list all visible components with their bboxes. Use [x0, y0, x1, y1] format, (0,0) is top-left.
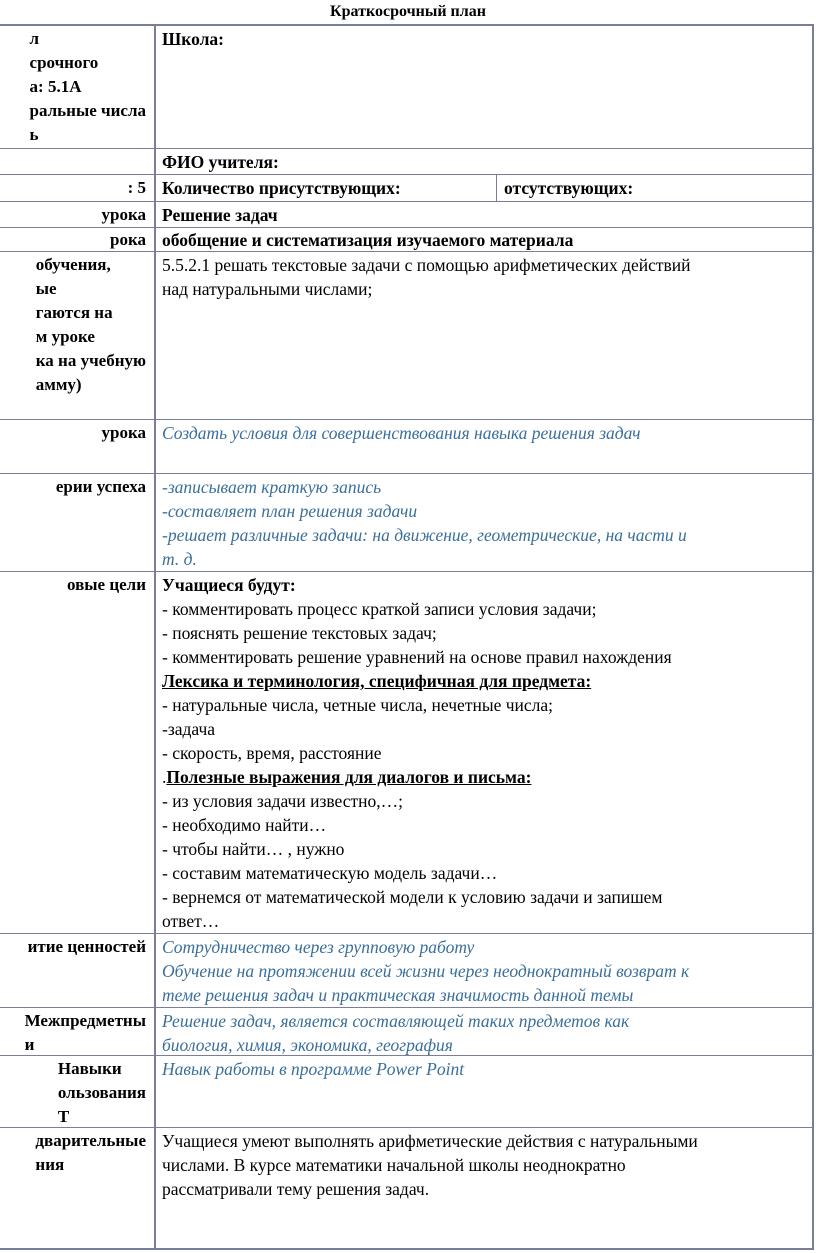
phrases-prefix: . [162, 767, 167, 787]
values-line: Сотрудничество через групповую работу [162, 937, 475, 957]
row-lesson-type [0, 227, 812, 251]
page-title: Краткосрочный план [330, 3, 486, 20]
phrases-heading: Полезные выражения для диалогов и письма: [166, 767, 532, 787]
row-label-line: а: 5.1А [29, 77, 82, 96]
school-cell [154, 26, 812, 148]
row-label-line: Межпредметны [24, 1011, 146, 1030]
row-label-line: обучения, [35, 255, 111, 274]
topic-cell [154, 202, 812, 227]
row-label-line: срочного [29, 53, 99, 72]
row-label-line: урока [101, 423, 146, 442]
phrase-line: - из условия задачи известно,…; [162, 791, 404, 811]
row-section-school [0, 26, 812, 148]
prior-knowledge-line: Учащиеся умеют выполнять арифметические действия с натуральными [162, 1131, 698, 1151]
row-label-line: Навыки [57, 1059, 122, 1078]
criteria-line: т. д. [162, 549, 197, 569]
cell-divider [496, 175, 497, 201]
criteria-line: -записывает краткую запись [162, 477, 382, 497]
row-label-cell [0, 1008, 154, 1055]
row-label-cell [0, 420, 154, 473]
row-label-cell [0, 228, 154, 251]
objective-line: 5.5.2.1 решать текстовые задачи с помощью арифметических действий [162, 255, 691, 275]
ict-cell [154, 1056, 812, 1127]
row-label-line: ния [35, 1155, 65, 1174]
row-label-line: ка на учебную [35, 351, 146, 370]
row-label-line: дварительные [35, 1131, 146, 1150]
row-label-cell [0, 572, 154, 933]
prior-knowledge-cell [154, 1128, 812, 1248]
criteria-line: -решает различные задачи: на движение, геометрические, на части и [162, 525, 687, 545]
row-label-line: ральные числа [29, 101, 146, 120]
row-learning-objectives [0, 251, 812, 419]
row-label-line: ь [29, 125, 39, 144]
goal-cell [154, 420, 812, 473]
row-label-line: овые цели [67, 575, 146, 594]
values-line: Обучение на протяжении всей жизни через неоднократный возврат к [162, 961, 690, 981]
ict-value: Навык работы в программе Power Point [162, 1059, 465, 1079]
present-label: Количество присутствующих: [162, 178, 401, 198]
phrases-heading-line [162, 765, 806, 789]
row-label-line: амму) [35, 375, 82, 394]
row-label-cell [0, 1056, 154, 1127]
row-language-objectives [0, 571, 812, 933]
row-cross-curricular [0, 1007, 812, 1055]
row-prior-knowledge [0, 1127, 812, 1248]
lesson-plan-table [0, 24, 814, 1250]
phrase-line: ответ… [162, 911, 220, 931]
row-label-line: урока [101, 205, 146, 224]
students-heading: Учащиеся будут: [162, 575, 296, 595]
row-label-line: итие ценностей [27, 937, 146, 956]
students-line: - комментировать процесс краткой записи условия задачи; [162, 599, 597, 619]
row-label-cell [0, 252, 154, 419]
topic-value: Решение задач [162, 205, 278, 225]
values-line: теме решения задач и практическая значимость данной темы [162, 985, 634, 1005]
row-values [0, 933, 812, 1007]
row-class-attendance [0, 174, 812, 201]
row-label-line: и [24, 1035, 35, 1054]
cross-curricular-line: биология, химия, экономика, география [162, 1035, 453, 1055]
absent-label: отсутствующих: [504, 178, 634, 198]
cross-curricular-line: Решение задач, является составляющей таких предметов как [162, 1011, 630, 1031]
row-label-line: л [29, 29, 40, 48]
prior-knowledge-line: числами. В курсе математики начальной школы неоднократно [162, 1155, 626, 1175]
lesson-type-cell [154, 228, 812, 251]
teacher-cell [154, 149, 812, 174]
phrase-line: - вернемся от математической модели к условию задачи и запишем [162, 887, 663, 907]
school-label: Школа: [162, 29, 224, 49]
vocabulary-heading: Лексика и терминология, специфичная для предмета: [162, 671, 592, 691]
row-label-cell [0, 175, 154, 201]
students-line: - комментировать решение уравнений на основе правил нахождения [162, 647, 672, 667]
row-ict-skills [0, 1055, 812, 1127]
language-cell [154, 572, 812, 933]
phrase-line: - чтобы найти… , нужно [162, 839, 345, 859]
teacher-label: ФИО учителя: [162, 152, 279, 172]
phrase-line: - составим математическую модель задачи… [162, 863, 498, 883]
criteria-line: -составляет план решения задачи [162, 501, 418, 521]
lesson-type-value: обобщение и систематизация изучаемого материала [162, 230, 574, 250]
row-label-cell [0, 934, 154, 1007]
prior-knowledge-line: рассматривали тему решения задач. [162, 1179, 430, 1199]
row-label-line: ерии успеха [55, 477, 146, 496]
row-label-cell [0, 474, 154, 571]
row-lesson-goal [0, 419, 812, 473]
row-teacher [0, 148, 812, 174]
row-label-cell [0, 149, 154, 174]
row-label-line: ользования [57, 1083, 146, 1102]
row-label-line: : 5 [127, 178, 146, 197]
row-label-line: м уроке [35, 327, 95, 346]
row-label-line: рока [110, 230, 146, 249]
attendance-cell [154, 175, 812, 201]
row-label-line: Т [57, 1107, 70, 1126]
criteria-cell [154, 474, 812, 571]
row-label-cell [0, 1128, 154, 1248]
vocabulary-line: -задача [162, 719, 216, 739]
row-label-cell [0, 202, 154, 227]
row-success-criteria [0, 473, 812, 571]
goal-value: Создать условия для совершенствования навыка решения задач [162, 423, 641, 443]
objective-line: над натуральными числами; [162, 279, 373, 299]
phrase-line: - необходимо найти… [162, 815, 327, 835]
row-label-line: гаются на [35, 303, 113, 322]
vocabulary-line: - скорость, время, расстояние [162, 743, 382, 763]
row-label-cell [0, 26, 154, 148]
row-label-line: ые [35, 279, 57, 298]
vocabulary-line: - натуральные числа, четные числа, нечетные числа; [162, 695, 554, 715]
cross-curricular-cell [154, 1008, 812, 1055]
values-cell [154, 934, 812, 1007]
students-line: - пояснять решение текстовых задач; [162, 623, 437, 643]
objectives-cell [154, 252, 812, 419]
row-topic [0, 201, 812, 227]
